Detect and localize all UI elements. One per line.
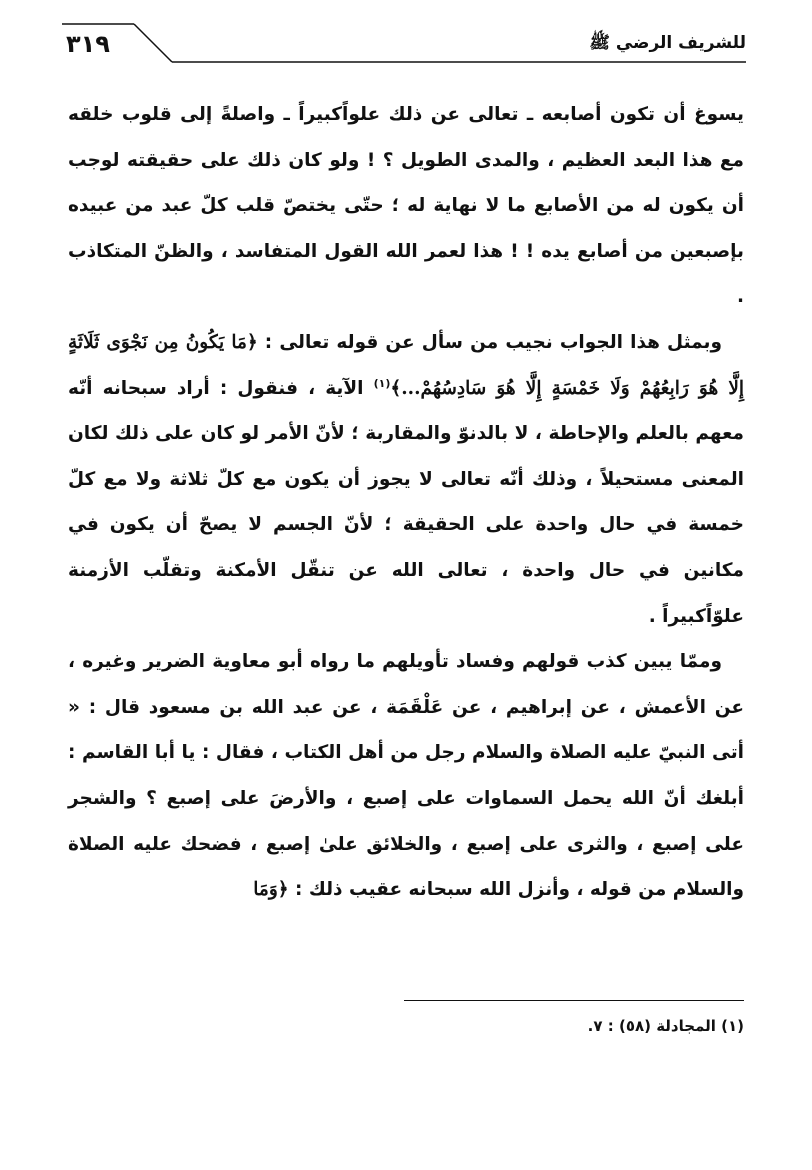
page-body [68,92,744,913]
page-header [62,22,746,72]
footnote: (١) المجادلة (٥٨) : ٧. [587,1017,744,1035]
paragraph-text: الآية ، فنقول : أراد سبحانه أنّه معهم بالعلم والإحاطة ، لا بالدنوّ والمقاربة ؛ لأنّ الأمر لو كان على ذلك لكان المعنى مستحيلاً ، وذلك أنّه تعالى لا يجوز أن يكون مع كلّ ثلاثة ولا مع كلّ خمسة في حال واحدة على الحقيقة ؛ لأنّ الجسم لا يصحّ أن يكون في مكانين في حال واحدة ، تعالى الله عن تنقّل الأمكنة وتقلّب الأزمنة علوّاًكبيراً . [68,377,744,627]
paragraph-2 [68,320,744,639]
page-number: ٣١٩ [66,30,110,58]
footnote-ref[interactable]: (١) [373,376,391,390]
paragraph-text: وبمثل هذا الجواب نجيب من سأل عن قوله تعالى : [257,331,722,353]
paragraph-3 [68,639,744,913]
running-title: للشريف الرضي ﷺ [589,33,746,53]
paragraph-1 [68,92,744,320]
quran-verse: ﴿وَمَا [253,879,289,901]
paragraph-text: يسوغ أن تكون أصابعه ـ تعالى عن ذلك علواًكبيراً ـ واصلةً إلى قلوب خلقه مع هذا البعد العظيم ، والمدى الطويل ؟ ! ولو كان ذلك على حقيقته لوجب أن يكون له من الأصابع ما لا نهاية له ؛ حتّى يختصّ قلب كلّ عبد من عبيده بإصبعين من أصابع يده ! ! هذا لعمر الله القول المتفاسد ، والظنّ المتكاذب . [68,104,744,308]
paragraph-text: وممّا يبين كذب قولهم وفساد تأويلهم ما رواه أبو معاوية الضرير وغيره ، عن الأعمش ، عن إبراهيم ، عن عَلْقَمَة ، عن عبد الله بن مسعود قال : « أتى النبيّ عليه الصلاة والسلام رجل من أهل الكتاب ، فقال : يا أبا القاسم : أبلغك أنّ الله يحمل السماوات على إصبع ، والأرضَ على إصبع ؟ والشجر على إصبع ، والثرى على إصبع ، والخلائق علىٰ إصبع ، فضحك عليه الصلاة والسلام من قوله ، وأنزل الله سبحانه عقيب ذلك : [68,651,744,901]
quran-verse: ﴿مَا يَكُونُ مِن نَجْوَى ثَلَاثَةٍ إِلَّا هُوَ رَابِعُهُمْ وَلَا خَمْسَةٍ إِلَّا هُوَ سَادِسُهُمْ...﴾ [68,331,745,399]
footnote-separator [404,1000,744,1001]
